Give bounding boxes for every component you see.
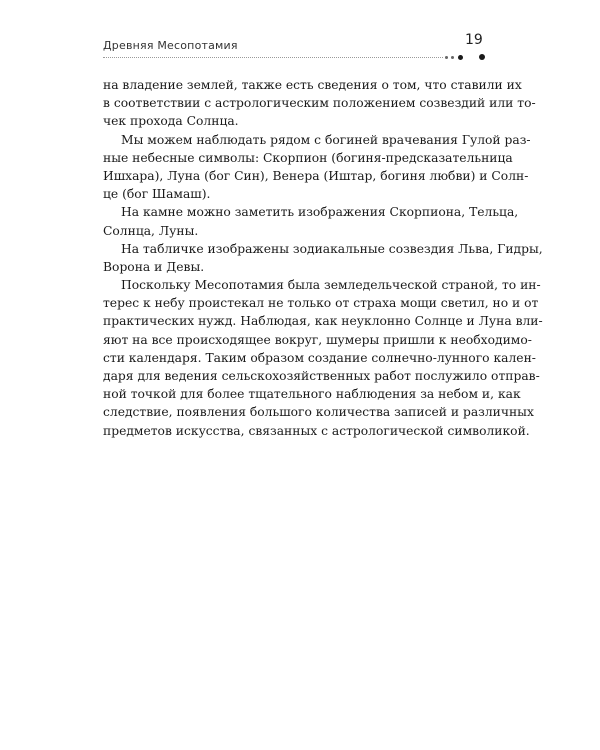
text-line: яют на все происходящее вокруг, шумеры пришли к необходимо-: [103, 332, 532, 347]
rule-dot: [458, 55, 463, 60]
text-line: Мы можем наблюдать рядом с богиней врачевания Гулой раз-: [121, 132, 531, 147]
text-line: На табличке изображены зодиакальные созвездия Льва, Гидры,: [121, 241, 543, 256]
paragraph: [103, 131, 531, 204]
text-line: це (бог Шамаш).: [103, 187, 211, 202]
rule-dot: [479, 54, 485, 60]
text-line: чек прохода Солнца.: [103, 114, 239, 129]
header-dotted-rule: [103, 57, 443, 58]
text-line: в соответствии с астрологическим положением созвездий или то-: [103, 96, 536, 111]
text-line: Солнца, Луны.: [103, 223, 199, 238]
rule-dot: [445, 56, 448, 59]
text-line: Ворона и Девы.: [103, 259, 205, 274]
text-line: На камне можно заметить изображения Скорпиона, Тельца,: [121, 205, 519, 220]
text-line: ные небесные символы: Скорпион (богиня-предсказательница: [103, 150, 513, 165]
paragraph: [103, 276, 543, 440]
text-line: терес к небу проистекал не только от страха мощи светил, но и от: [103, 296, 539, 311]
page-body-text: [103, 76, 543, 440]
text-line: следствие, появления большого количества записей и различных: [103, 405, 534, 420]
text-line: даря для ведения сельскохозяйственных работ послужило отправ-: [103, 369, 540, 383]
text-line: Поскольку Месопотамия была земледельческой страной, то ин-: [121, 278, 541, 293]
text-line: сти календаря. Таким образом создание солнечно-лунного кален-: [103, 350, 536, 365]
paragraph: [103, 76, 536, 131]
text-line: ной точкой для более тщательного наблюдения за небом и, как: [103, 387, 521, 402]
text-line: предметов искусства, связанных с астрологической символикой.: [103, 423, 530, 438]
rule-dot: [451, 56, 454, 59]
text-line: на владение землей, также есть сведения о том, что ставили их: [103, 78, 522, 92]
paragraph: [103, 240, 543, 276]
running-header-title: Древняя Месопотамия: [103, 39, 238, 52]
page-number: 19: [465, 32, 483, 48]
text-line: Ишхара), Луна (бог Син), Венера (Иштар, богиня любви) и Солн-: [103, 168, 529, 183]
text-line: практических нужд. Наблюдая, как неуклонно Солнце и Луна вли-: [103, 314, 543, 329]
paragraph: [103, 203, 519, 239]
